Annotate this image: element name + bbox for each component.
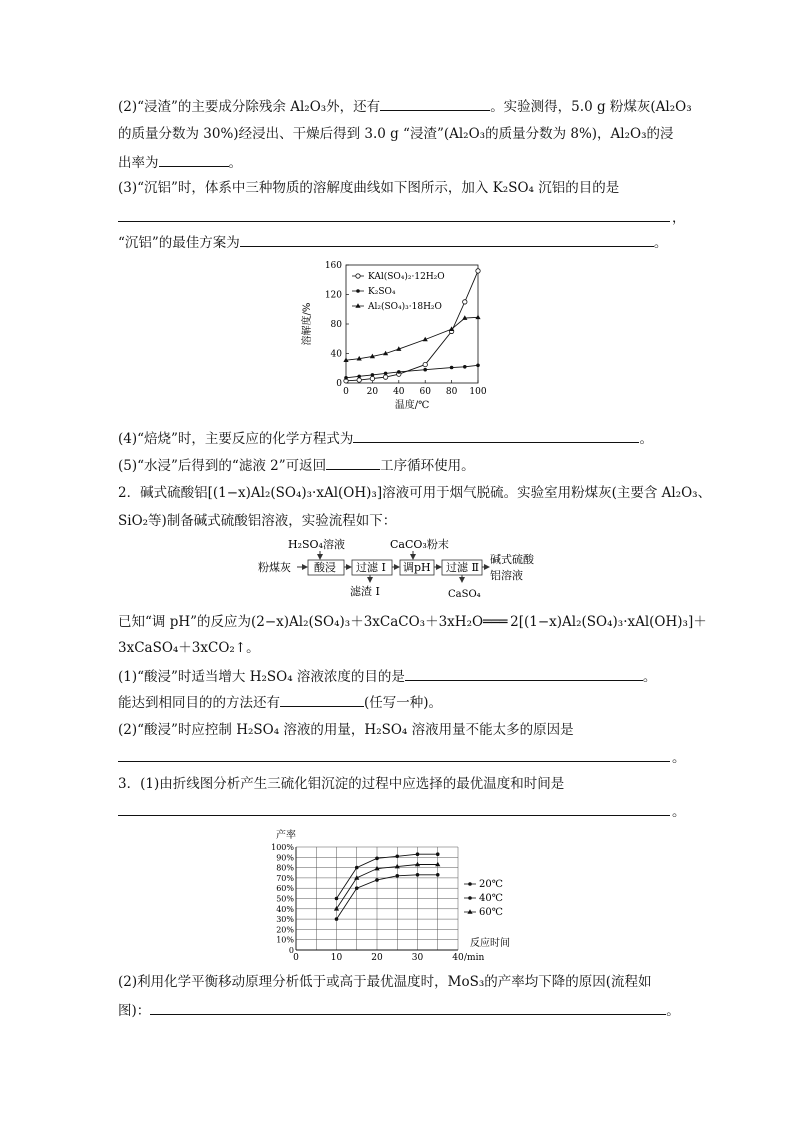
- p2-known-line2: [118, 638, 678, 658]
- p2-line1: [118, 483, 712, 503]
- q2-text-a: (2)“浸渣”的主要成分除残余 Al₂O₃外，还有: [118, 99, 381, 115]
- chart2-x-axis-unit: /min: [464, 953, 485, 962]
- p3-line1: [118, 774, 678, 794]
- p3-s1-text: 3．(1)由折线图分析产生三硫化钼沉淀的过程中应选择的最优温度和时间是: [118, 776, 565, 792]
- flow-bottom-label-1: 滤渣 Ⅰ: [350, 585, 380, 598]
- p3-s2-line2: [118, 1000, 678, 1021]
- chart1-series-line-0: [346, 271, 478, 381]
- chart2-data-point: [395, 874, 399, 878]
- q5-text-a: (5)“水浸”后得到的“滤液 2”可返回: [118, 458, 327, 474]
- chart2-axes: [271, 828, 510, 962]
- chart1-x-tick-label: 0: [343, 387, 349, 397]
- p2-line2: [118, 511, 678, 531]
- q3-text-b: “沉铝”的最佳方案为: [118, 235, 240, 251]
- chart2-data-point: [355, 886, 359, 890]
- flow-box-3-label: 调pH: [403, 561, 431, 574]
- p2-s2-text: (2)“酸浸”时应控制 H₂SO₄ 溶液的用量，H₂SO₄ 溶液用量不能太多的原因是: [118, 722, 574, 738]
- chart1-data-point: [450, 366, 454, 370]
- chart1-data-point: [357, 378, 361, 382]
- chart1-series: [343, 269, 480, 383]
- chart1-data-point: [423, 368, 427, 372]
- p2-intro-a: 2．碱式硫酸铝[(1−x)Al₂(SO₄)₃·xAl(OH)₃]溶液可用于烟气脱硫。实验室用粉煤灰(主要含 Al₂O₃、: [118, 485, 712, 501]
- p2-s1-line1: [118, 666, 678, 687]
- chart2-data-point: [415, 862, 420, 867]
- q4-end: 。: [639, 431, 653, 447]
- chart2-legend-marker: [467, 909, 472, 914]
- chart2-y-tick-label: 40%: [276, 904, 294, 914]
- chart2-legend-label: 60℃: [479, 907, 503, 918]
- flow-end-label-2: 铝溶液: [490, 569, 523, 582]
- chart2-y-tick-label: 100%: [271, 843, 294, 852]
- chart1-data-point: [476, 364, 480, 368]
- chart1-x-tick-label: 40: [393, 387, 405, 397]
- q3-text-c: 。: [653, 235, 668, 251]
- q5-line: [118, 455, 678, 476]
- chart2-x-axis-label: 反应时间: [470, 938, 510, 949]
- chart2-data-point: [416, 873, 420, 877]
- q2-line2: [118, 124, 678, 144]
- p3-s2-text-b: 图)：: [118, 1003, 151, 1019]
- chart1-legend-marker: [356, 289, 360, 293]
- chart1-data-point: [371, 373, 375, 377]
- chart2-data-point: [335, 897, 339, 901]
- flow-box-4-label: 过滤 Ⅱ: [446, 561, 479, 574]
- chart2-y-tick-label: 90%: [276, 853, 294, 863]
- chart2-legend-marker: [468, 882, 472, 886]
- p3-s2-blank[interactable]: [150, 1000, 666, 1015]
- p2-known-a: 已知“调 pH”的反应为(2−x)Al₂(SO₄)₃＋3xCaCO₃＋3xH₂O═══ 2[(1−x)Al₂(SO₄)₃·xAl(OH)₃]＋: [118, 614, 707, 630]
- chart2-y-tick-label: 60%: [276, 884, 294, 894]
- chart1-legend-label: KAl(SO₄)₂·12H₂O: [368, 272, 445, 282]
- p3-s2-end: 。: [666, 1003, 680, 1019]
- q3-text-a: (3)“沉铝”时，体系中三种物质的溶解度曲线如下图所示，加入 K₂SO₄ 沉铝的目的是: [118, 180, 620, 196]
- chart2-y-axis-label: 产率: [276, 830, 296, 841]
- chart1-data-point: [463, 300, 467, 304]
- chart2-data-point: [435, 862, 440, 867]
- chart1-y-tick-label: 40: [330, 349, 342, 360]
- chart2-series-line-1: [337, 854, 438, 898]
- p3-s2-text-a: (2)利用化学平衡移动原理分析低于或高于最优温度时，MoS₃的产率均下降的原因(流程如: [118, 974, 652, 990]
- p2-s2-blank[interactable]: [118, 760, 670, 762]
- chart1-series-line-2: [346, 317, 478, 360]
- flow-end-label-1: 碱式硫酸: [490, 553, 534, 566]
- chart2-x-tick-label: 30: [411, 953, 424, 962]
- chart2-legend: [464, 879, 503, 918]
- chart2-data-point: [416, 852, 420, 856]
- chart2-y-tick-label: 80%: [276, 863, 294, 873]
- p3-s2-line1: [118, 972, 678, 992]
- q3-blank-2[interactable]: [240, 232, 654, 247]
- q5-blank[interactable]: [326, 455, 380, 470]
- chart1-data-point: [397, 370, 401, 374]
- q2-blank-1[interactable]: [380, 96, 490, 111]
- chart1-x-tick-label: 20: [366, 387, 379, 397]
- process-flow-diagram: [250, 535, 560, 605]
- p2-intro-b: SiO₂等)制备碱式硫酸铝溶液，实验流程如下：: [118, 513, 397, 529]
- chart1-data-point: [357, 375, 361, 379]
- p2-s1-text-d: (任写一种)。: [364, 695, 443, 711]
- q5-text-b: 工序循环使用。: [380, 458, 475, 474]
- chart1-y-axis-label: 溶解度/%: [302, 302, 313, 346]
- chart2-y-tick-label: 10%: [276, 935, 294, 945]
- flow-top-label-1: H₂SO₄溶液: [288, 538, 345, 551]
- chart2-x-tick-label: 20: [371, 953, 383, 962]
- chart1-legend-label: K₂SO₄: [368, 287, 396, 297]
- chart2-legend-label: 20℃: [479, 879, 503, 890]
- chart1-y-tick-label: 160: [324, 261, 342, 271]
- chart2-data-point: [375, 878, 379, 882]
- chart1-data-point: [475, 315, 480, 320]
- chart2-data-point: [375, 857, 379, 861]
- flow-box-1-label: 酸浸: [314, 561, 336, 574]
- p2-s1-blank-2[interactable]: [280, 692, 364, 707]
- chart2-series-line-0: [337, 875, 438, 919]
- q2-text-d: 出率为: [118, 155, 159, 171]
- chart2-data-point: [436, 852, 440, 856]
- q2-text-b: 。实验测得，5.0 g 粉煤灰(Al₂O₃: [490, 99, 692, 115]
- q3-line3: [118, 232, 678, 253]
- chart2-series-line-2: [337, 865, 438, 909]
- chart1-legend-marker: [356, 274, 360, 278]
- p3-s1-blank[interactable]: [118, 814, 670, 816]
- chart2-x-tick-label: 0: [293, 953, 299, 962]
- chart2-y-tick-label: 30%: [276, 915, 294, 925]
- chart1-data-point: [423, 362, 427, 366]
- chart2-x-tick-label: 40: [452, 953, 464, 962]
- chart1-data-point: [384, 372, 388, 376]
- chart1-legend: [352, 271, 445, 312]
- q4-blank[interactable]: [353, 428, 639, 443]
- chart1-x-axis-label: 温度/℃: [394, 400, 430, 411]
- flow-box-2-label: 过滤 Ⅰ: [356, 561, 386, 574]
- chart2-data-point: [395, 854, 399, 858]
- chart1-y-tick-label: 120: [324, 290, 342, 301]
- chart2-data-point: [355, 866, 359, 870]
- chart1-data-point: [344, 376, 348, 380]
- q2-line3: [118, 152, 678, 173]
- chart2-y-tick-label: 70%: [276, 873, 294, 883]
- q4-text: (4)“焙烧”时，主要反应的化学方程式为: [118, 431, 354, 447]
- chart2-series: [334, 852, 440, 920]
- p2-known-b: 3xCaSO₄＋3xCO₂↑。: [118, 640, 260, 656]
- q2-text-c: 的质量分数为 30%)经浸出、干燥后得到 3.0 g “浸渣”(Al₂O₃的质量分数为 8%)，Al₂O₃的浸: [118, 126, 674, 142]
- q3-blank-1[interactable]: [118, 220, 670, 222]
- flow-start-label: 粉煤灰: [258, 561, 291, 574]
- chart2-data-point: [436, 873, 440, 877]
- q4-line: [118, 428, 678, 449]
- chart1-legend-label: Al₂(SO₄)₃·18H₂O: [368, 302, 442, 312]
- q3-comma: ，: [672, 210, 686, 226]
- q2-line1: [118, 96, 692, 117]
- chart1-y-tick-label: 0: [336, 379, 342, 389]
- chart1-axes: [300, 261, 487, 411]
- q2-blank-2[interactable]: [159, 152, 229, 167]
- p2-s1-line2: [118, 692, 678, 713]
- flow-top-label-2: CaCO₃粉末: [390, 538, 449, 551]
- chart1-data-point: [370, 376, 374, 380]
- chart1-x-tick-label: 80: [445, 387, 458, 397]
- chart2-data-point: [335, 917, 339, 921]
- p2-s1-text-c: 能达到相同目的的方法还有: [118, 695, 280, 711]
- p3-s1-end: 。: [672, 804, 686, 820]
- p2-s1-text-a: (1)“酸浸”时适当增大 H₂SO₄ 溶液浓度的目的是: [118, 669, 405, 685]
- q3-line1: [118, 178, 678, 198]
- p2-s1-blank-1[interactable]: [405, 666, 643, 681]
- chart2-y-tick-label: 50%: [276, 894, 294, 904]
- chart2-legend-marker: [468, 896, 472, 900]
- p2-s1-text-b: 。: [642, 669, 657, 685]
- chart2-y-tick-label: 20%: [276, 925, 294, 935]
- yield-chart: [258, 826, 528, 962]
- chart1-x-tick-label: 60: [419, 387, 431, 397]
- chart2-x-tick-label: 10: [330, 953, 343, 962]
- chart1-y-tick-label: 80: [330, 320, 342, 330]
- p2-s2-end: 。: [672, 750, 686, 766]
- solubility-chart: [290, 255, 500, 421]
- chart1-data-point: [383, 375, 387, 379]
- chart1-series-line-1: [346, 365, 478, 378]
- p2-s2-line: [118, 720, 678, 740]
- chart2-legend-label: 40℃: [479, 893, 503, 904]
- q2-text-e: 。: [228, 155, 242, 171]
- p2-known-line1: [118, 612, 707, 632]
- chart1-x-tick-label: 100: [469, 387, 487, 397]
- chart1-data-point: [476, 269, 480, 273]
- chart1-legend-marker: [355, 303, 360, 308]
- chart1-data-point: [463, 365, 467, 369]
- flow-bottom-label-2: CaSO₄: [448, 589, 481, 600]
- chart2-y-tick-label: 0: [288, 946, 294, 955]
